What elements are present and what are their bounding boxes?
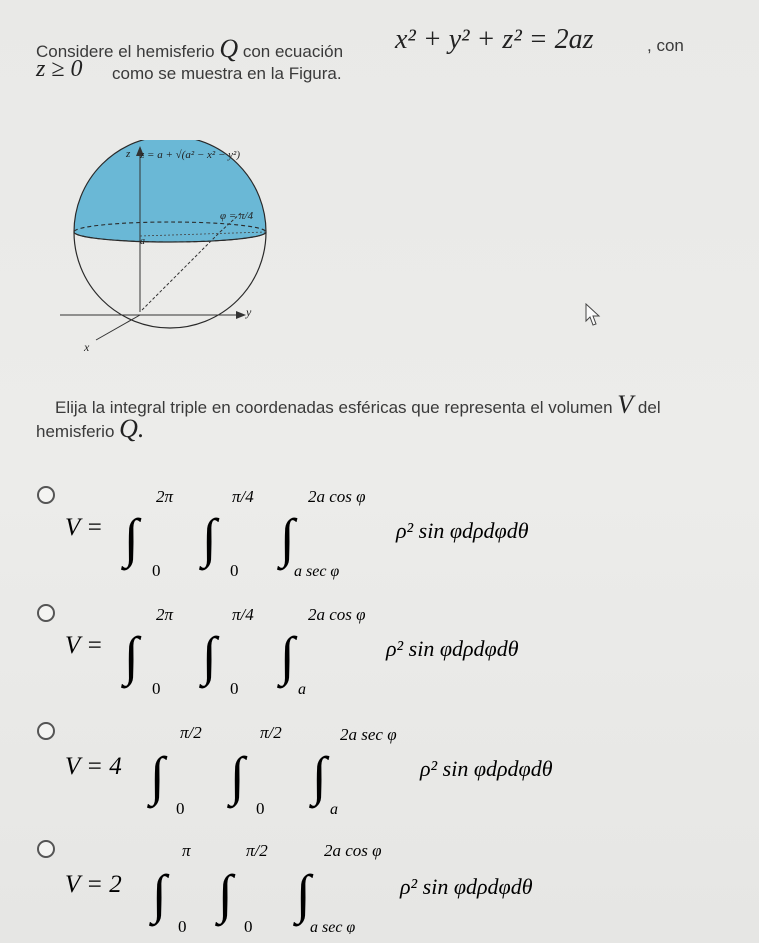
option-3-middle-lower: 0 [256, 799, 265, 816]
problem-text: Considere el hemisferio [36, 42, 215, 61]
question-line-1 [55, 390, 661, 420]
option-2-middle-lower: 0 [230, 679, 239, 698]
integral-sign: ∫ [312, 746, 327, 806]
option-2-radio[interactable] [37, 604, 55, 622]
question-text-2: hemisferio [36, 422, 115, 441]
option-4-prefix: V = 2 [65, 871, 122, 898]
option-3-inner-upper: 2a sec φ [340, 725, 397, 744]
question-text: Elija la integral triple en coordenadas esféricas que representa el volumen [55, 398, 613, 417]
option-1-middle-lower: 0 [230, 561, 239, 580]
option-4-middle-lower: 0 [244, 917, 253, 934]
option-3-outer-lower: 0 [176, 799, 185, 816]
x-label: x [84, 340, 90, 354]
option-3-integrand: ρ² sin φdρdφdθ [420, 756, 553, 781]
option-1-outer-lower: 0 [152, 561, 161, 580]
option-3-prefix: V = 4 [65, 753, 122, 780]
option-3-outer-upper: π/2 [180, 723, 202, 742]
option-1-prefix: V = [65, 514, 103, 541]
option-4-radio[interactable] [37, 840, 55, 858]
y-label: y [246, 305, 252, 319]
integral-sign: ∫ [202, 626, 217, 686]
integral-sign: ∫ [202, 508, 217, 568]
a-label: a [140, 236, 145, 247]
option-1-inner-upper: 2a cos φ [308, 487, 366, 506]
z-label: z [126, 148, 131, 160]
option-4[interactable] [60, 834, 700, 934]
option-4-integrand: ρ² sin φdρdφdθ [400, 874, 533, 899]
equation: x² + y² + z² = 2az [395, 24, 594, 55]
cursor-icon [585, 303, 603, 327]
option-4-outer-lower: 0 [178, 917, 187, 934]
condition: z ≥ 0 [36, 56, 83, 82]
integral-sign: ∫ [230, 746, 245, 806]
integral-sign: ∫ [218, 864, 233, 924]
surface-label: z = a + √(a² − x² − y²) [140, 149, 240, 161]
option-2-integrand: ρ² sin φdρdφdθ [386, 636, 519, 661]
option-2-inner-upper: 2a cos φ [308, 605, 366, 624]
option-1-integrand: ρ² sin φdρdφdθ [396, 518, 529, 543]
option-2-inner-lower: a [298, 681, 306, 698]
hemisphere-figure [60, 140, 290, 360]
integral-sign: ∫ [280, 508, 295, 568]
problem-line-2: como se muestra en la Figura. [112, 64, 342, 83]
option-3-radio[interactable] [37, 722, 55, 740]
option-4-middle-upper: π/2 [246, 841, 268, 860]
option-1-inner-lower: a sec φ [294, 563, 340, 580]
var-q-2: Q. [119, 414, 145, 443]
integral-sign: ∫ [124, 508, 139, 568]
problem-comma: , con [647, 36, 684, 55]
option-1-outer-upper: 2π [156, 487, 174, 506]
option-4-inner-lower: a sec φ [310, 919, 356, 934]
option-1-radio[interactable] [37, 486, 55, 504]
option-2-middle-upper: π/4 [232, 605, 254, 624]
integral-sign: ∫ [150, 746, 165, 806]
question-line-2 [36, 414, 144, 444]
option-3-inner-lower: a [330, 801, 338, 816]
var-v: V [617, 390, 634, 419]
option-2-outer-lower: 0 [152, 679, 161, 698]
option-4-inner-upper: 2a cos φ [324, 841, 382, 860]
option-2-prefix: V = [65, 632, 103, 659]
option-1-middle-upper: π/4 [232, 487, 254, 506]
integral-sign: ∫ [280, 626, 295, 686]
phi-label: φ = π/4 [220, 210, 254, 222]
option-2[interactable] [60, 598, 700, 698]
option-3[interactable] [60, 716, 700, 816]
problem-text-2: con ecuación [242, 42, 344, 61]
option-3-middle-upper: π/2 [260, 723, 282, 742]
integral-sign: ∫ [296, 864, 311, 924]
integral-sign: ∫ [124, 626, 139, 686]
option-4-outer-upper: π [182, 841, 191, 860]
option-1[interactable] [60, 480, 700, 580]
integral-sign: ∫ [152, 864, 167, 924]
var-q: Q [219, 34, 239, 63]
question-tail: del [637, 398, 661, 417]
option-2-outer-upper: 2π [156, 605, 174, 624]
